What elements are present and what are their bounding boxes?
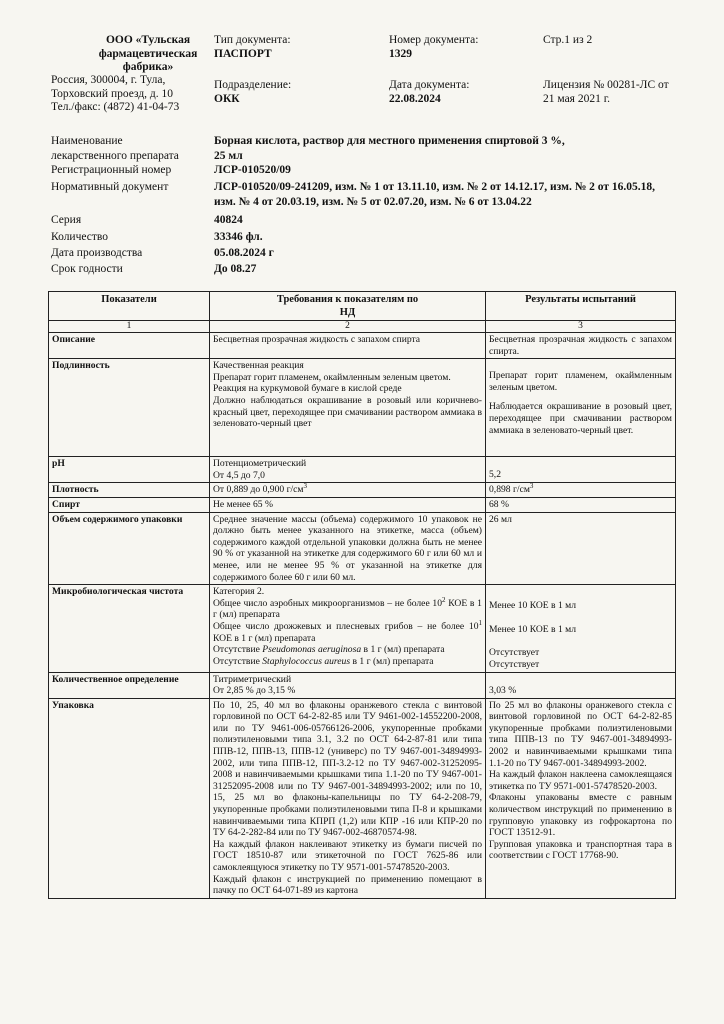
doc-date-label: Дата документа: bbox=[389, 79, 470, 91]
column-number: 2 bbox=[210, 321, 486, 333]
header-indicator: Показатели bbox=[49, 292, 210, 321]
req-line: Препарат горит пламенем, окаймленным зеленым цветом. bbox=[213, 371, 451, 383]
res-line: 5,2 bbox=[489, 469, 501, 481]
row-requirement bbox=[210, 698, 486, 898]
row-requirement: От 0,889 до 0,900 $г/см^3$ bbox=[210, 483, 486, 498]
column-number: 1 bbox=[49, 321, 210, 333]
req-line: Каждый флакон с инструкцией по применению помещают в пачку по ОСТ 64-071-89 из картона bbox=[213, 873, 482, 897]
req-line: Категория 2. bbox=[213, 586, 265, 598]
spec-table bbox=[48, 291, 676, 899]
res-line: Менее 10 КОЕ в 1 мл bbox=[489, 623, 577, 635]
row-name: Количественное определение bbox=[49, 672, 210, 698]
row-result bbox=[486, 457, 676, 483]
req-line: От 2,85 % до 3,15 % bbox=[213, 685, 296, 697]
norm-doc-value: ЛСР-010520/09-241209, изм. № 1 от 13.11.10, изм. № 2 от 14.12.17, изм. № 2 от 16.05.18, изм. № 4 от 20.03.19, изм. № 5 от 02.07.20, изм. № 6 от 13.04.22 bbox=[214, 181, 656, 208]
department-value: ОКК bbox=[214, 93, 240, 105]
res-line: По 25 мл во флаконы оранжевого стекла с винтовой горловиной по ОСТ 64-2-82-85 укупоренные пробками полиэтиленовыми типа ППВ-13 по ТУ 9467-001-34894993-2002 и навинчиваемыми крышками типа 1.1-20 по ТУ 9467-001-34894993-2002. bbox=[489, 699, 672, 769]
row-name: Упаковка bbox=[49, 698, 210, 898]
doc-number-value: 1329 bbox=[389, 48, 412, 60]
req-line: Титриметрический bbox=[213, 673, 292, 685]
table-row-alcohol bbox=[49, 497, 676, 512]
req-line: По 10, 25, 40 мл во флаконы оранжевого стекла с винтовой горловиной по ОСТ 64-2-82-85 или ТУ 9461-002-14552200-2008, или по ТУ 9461-006-05766126-2006, укупоренные пробками полиэтиленовыми типа 3.1, 3.2 по ОСТ 64-2-87-81 или типа ППВ-12, ППВ-13, ППВ-12 (универс) по ТУ 9467-001-34894993-2002, или типа ППВ-12, ПП-3.2-12 по ТУ 9467-002-31252095-2008 и навинчиваемыми крышками типа 1.1-20 по ТУ 9467-001-31252095-2008 или по ТУ 9467-001-34894993-2002; или по 10, 15, 25 мл во флаконы-капельницы по ТУ 64-2-208-79, укупоренные пробками полиэтиленовыми типа П-8 и крышками навинчиваемыми типа КПРП (1,2) или КПР -16 или КПР-20 по ТУ 64-2-282-84 или по ТУ 9467-002-46870574-98. bbox=[213, 699, 482, 839]
row-result: Бесцветная прозрачная жидкость с запахом спирта. bbox=[486, 333, 676, 359]
row-name: Подлинность bbox=[49, 359, 210, 457]
table-number-row bbox=[49, 321, 676, 333]
row-name: Описание bbox=[49, 333, 210, 359]
header-results: Результаты испытаний bbox=[486, 292, 676, 321]
table-row-volume bbox=[49, 512, 676, 585]
license-text: Лицензия № 00281-ЛС от 21 мая 2021 г. bbox=[543, 79, 669, 105]
row-name: pH bbox=[49, 457, 210, 483]
reg-number-label: Регистрационный номер bbox=[51, 164, 172, 176]
expiry-value: До 08.27 bbox=[214, 263, 257, 275]
expiry-label: Срок годности bbox=[51, 263, 123, 275]
row-requirement bbox=[210, 359, 486, 457]
table-header-row bbox=[49, 292, 676, 321]
doc-number-label: Номер документа: bbox=[389, 34, 479, 46]
row-requirement bbox=[210, 585, 486, 672]
doc-type-label: Тип документа: bbox=[214, 34, 291, 46]
res-line: На каждый флакон наклеена самоклеящаяся этикетка по ТУ 9571-001-57478520-2003. bbox=[489, 769, 672, 792]
req-line: Отсутствие Staphylococcus aureus в 1 г (мл) препарата bbox=[213, 655, 434, 667]
row-requirement bbox=[210, 672, 486, 698]
doc-date-value: 22.08.2024 bbox=[389, 93, 441, 105]
req-line: Должно наблюдаться окрашивание в розовый или коричнево-красный цвет, переходящее при смачивании раствором аммиака в зеленовато-черный цвет bbox=[213, 394, 482, 430]
department-label: Подразделение: bbox=[214, 79, 292, 91]
table-row-density bbox=[49, 483, 676, 498]
req-line: На каждый флакон наклеивают этикетку из бумаги писчей по ГОСТ 18510-87 или этикеточной по ГОСТ 7625-86 или самоклеящуюся этикетку по ТУ 9571-001-57478520-2003. bbox=[213, 838, 482, 873]
row-name: Спирт bbox=[49, 497, 210, 512]
table-row-description bbox=[49, 333, 676, 359]
table-row-packaging bbox=[49, 698, 676, 898]
req-line: Потенциометрический bbox=[213, 458, 307, 470]
doc-type-value: ПАСПОРТ bbox=[214, 48, 272, 60]
column-number: 3 bbox=[486, 321, 676, 333]
row-requirement: Среднее значение массы (объема) содержимого 10 упаковок не должно быть менее указанного на этикетке, масса (объем) содержимого каждой отдельной упаковки должна быть не менее 90 % от указанной на этикетке для содержимого 60 г или 60 мл и менее, или не менее 95 % от указанной на этикетке для содержимого более 60 г или 60 мл. bbox=[210, 512, 486, 585]
table-row-assay bbox=[49, 672, 676, 698]
header-requirements: Требования к показателям по НД bbox=[210, 292, 486, 321]
row-result bbox=[486, 585, 676, 672]
company-address: Россия, 300004, г. Тула, Торховский проезд, д. 10 Тел./факс: (4872) 41-04-73 bbox=[51, 74, 180, 113]
table-row-authenticity bbox=[49, 359, 676, 457]
res-line: Флаконы упакованы вместе с равным количеством инструкций по применению в групповую упаковку из гофрокартона по ГОСТ 13512-91. bbox=[489, 792, 672, 839]
quantity-value: 33346 фл. bbox=[214, 231, 263, 243]
row-name: Микробиологическая чистота bbox=[49, 585, 210, 672]
res-line: Отсутствует bbox=[489, 647, 540, 659]
row-result bbox=[486, 672, 676, 698]
drug-name-value: Борная кислота, раствор для местного применения спиртовой 3 %, 25 мл bbox=[214, 135, 565, 162]
row-requirement bbox=[210, 457, 486, 483]
quantity-label: Количество bbox=[51, 231, 108, 243]
row-result: 0,898 $г/см^3$ bbox=[486, 483, 676, 498]
norm-doc-label: Нормативный документ bbox=[51, 181, 169, 193]
res-line: Групповая упаковка и транспортная тара в соответствии с ГОСТ 17768-90. bbox=[489, 838, 672, 862]
req-line: Реакция на куркумовой бумаге в кислой среде bbox=[213, 383, 402, 395]
req-line: Общее число дрожжевых и плесневых грибов – не более $10^1$ КОЕ в 1 г (мл) препарата bbox=[213, 618, 482, 644]
company-name: ООО «Тульская фармацевтическая фабрика» bbox=[98, 34, 198, 73]
res-line: Менее 10 КОЕ в 1 мл bbox=[489, 600, 577, 612]
req-line: Общее число аэробных микроорганизмов – не более $10^2$ КОЕ в 1 г (мл) препарата bbox=[213, 595, 482, 621]
row-name: Плотность bbox=[49, 483, 210, 498]
row-result bbox=[486, 359, 676, 457]
req-line: Отсутствие Pseudomonas aeruginosa в 1 г (мл) препарата bbox=[213, 644, 445, 656]
prod-date-label: Дата производства bbox=[51, 247, 143, 259]
req-line: Качественная реакция bbox=[213, 360, 304, 372]
res-line: Отсутствует bbox=[489, 658, 540, 670]
reg-number-value: ЛСР-010520/09 bbox=[214, 164, 291, 176]
series-label: Серия bbox=[51, 214, 82, 226]
row-result: 26 мл bbox=[486, 512, 676, 585]
table-row-micro bbox=[49, 585, 676, 672]
row-name: Объем содержимого упаковки bbox=[49, 512, 210, 585]
table-row-ph bbox=[49, 457, 676, 483]
row-requirement: Бесцветная прозрачная жидкость с запахом спирта bbox=[210, 333, 486, 359]
res-line: Препарат горит пламенем, окаймленным зеленым цветом. bbox=[489, 370, 672, 393]
res-line: Наблюдается окрашивание в розовый цвет, переходящее при смачивании раствором аммиака в зеленовато-черный цвет. bbox=[489, 401, 672, 436]
req-line: От 4,5 до 7,0 bbox=[213, 469, 265, 481]
res-line: 3,03 % bbox=[489, 684, 517, 696]
drug-name-label: Наименование лекарственного препарата bbox=[51, 135, 179, 162]
page-counter: Стр.1 из 2 bbox=[543, 34, 593, 46]
row-requirement: Не менее 65 % bbox=[210, 497, 486, 512]
series-value: 40824 bbox=[214, 214, 243, 226]
prod-date-value: 05.08.2024 г bbox=[214, 247, 274, 259]
row-result: 68 % bbox=[486, 497, 676, 512]
row-result bbox=[486, 698, 676, 898]
